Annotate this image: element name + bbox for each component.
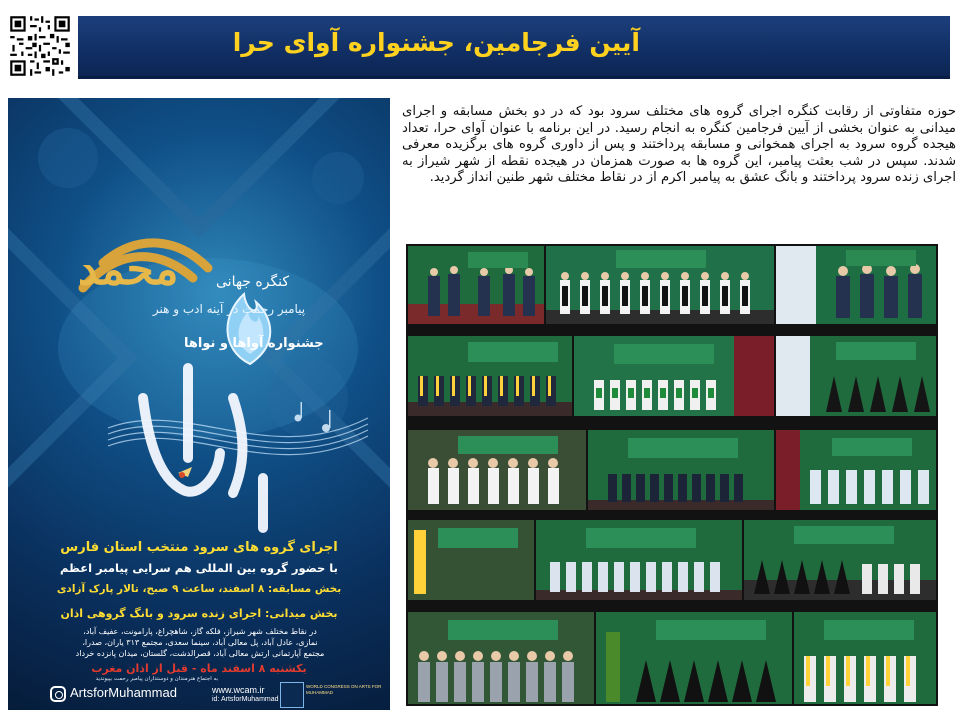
poster-line-locations-1: در نقاط مختلف شهر شیراز، فلکه گاز، شاهچراغ، پارامونت، عفیف آباد،	[83, 627, 317, 636]
poster-festival-label: جشنواره آواها و نواها	[184, 336, 324, 351]
photo-stage-14	[596, 612, 792, 704]
poster-logo-small	[280, 682, 304, 708]
photo-stage-3	[776, 246, 936, 324]
body-paragraph: حوزه متفاوتی از رقابت کنگره اجرای گروه های مختلف سرود بود که در دو بخش مسابقه و اجرای میدانی به عنوان بخشی از آیین فرجامین کنگره به انجام رسید. در این برنامه با عنوان آوای حرا، تعداد هیجده گروه سرود به اجرای همخوانی و مسابقه پرداختند و پس از داوری گروه های برگزیده معرفی شدند. سپس در شب بعثت پیامبر، این گروه ها به صورت همزمان در هیجده نقطه از شهر شیراز به اجرای زنده سرود پرداختند و بانگ عشق به پیامبر اکرم از در نقاط مختلف شهر طنین انداز گردید.	[402, 104, 956, 185]
page-title: آیین فرجامین، جشنواره آوای حرا	[232, 28, 640, 57]
photo-stage-2	[546, 246, 774, 324]
photo-stage-10	[408, 520, 534, 600]
photo-stage-1	[408, 246, 544, 324]
poster-line-groups: اجرای گروه های سرود منتخب استان فارس	[60, 540, 338, 555]
event-poster	[8, 98, 390, 710]
qr-code-icon	[8, 14, 72, 78]
photo-stage-6	[776, 336, 936, 416]
poster-line-locations-3: مجتمع آپارتمانی ارتش معالی آباد، قصرالدشت، گلستان، میدان پانزده خرداد	[75, 649, 325, 658]
poster-site-id: id: ArtsforMuhammad	[212, 696, 279, 703]
poster-congress-subtitle: پیامبر رحمت در آینه ادب و هنر	[152, 302, 306, 316]
header-bar	[78, 16, 950, 79]
photo-collage	[406, 244, 938, 706]
poster-line-date: یکشنبه ۸ اسفند ماه - قبل از اذان مغرب	[91, 662, 307, 675]
instagram-icon	[50, 686, 66, 702]
photo-stage-5	[574, 336, 774, 416]
poster-line-field: بخش میدانی: اجرای زنده سرود و بانگ گروهی اذان	[60, 607, 338, 620]
photo-stage-11	[536, 520, 742, 600]
poster-social-note: به اجتماع هنرمندان و دوستداران پیامبر رحمت بپیوندید	[95, 676, 218, 682]
poster-logo-english: WORLD CONGRESS ON ARTS FOR MUHAMMAD	[306, 684, 382, 695]
poster-line-locations-2: نمازی، عادل آباد، پل معالی آباد، سینما سعدی، مجتمع ۳۱۳ یاران، صدرا،	[82, 638, 318, 647]
poster-logo-name: محمد	[78, 244, 179, 295]
poster-line-international: با حضور گروه بین المللی هم سرایی پیامبر اعظم	[60, 561, 338, 575]
photo-stage-7	[408, 430, 586, 510]
poster-congress-title: کنگره جهانی	[216, 274, 290, 290]
photo-stage-13	[408, 612, 594, 704]
poster-line-competition: بخش مسابقه: ۸ اسفند، ساعت ۹ صبح، تالار پارک آزادی	[56, 583, 342, 595]
photo-stage-8	[588, 430, 774, 510]
photo-stage-4	[408, 336, 572, 416]
poster-instagram: ArtsforMuhammad	[70, 685, 177, 700]
poster-website: www.wcam.ir	[212, 685, 265, 695]
photo-stage-9	[776, 430, 936, 510]
photo-stage-15	[794, 612, 936, 704]
photo-stage-12	[744, 520, 936, 600]
